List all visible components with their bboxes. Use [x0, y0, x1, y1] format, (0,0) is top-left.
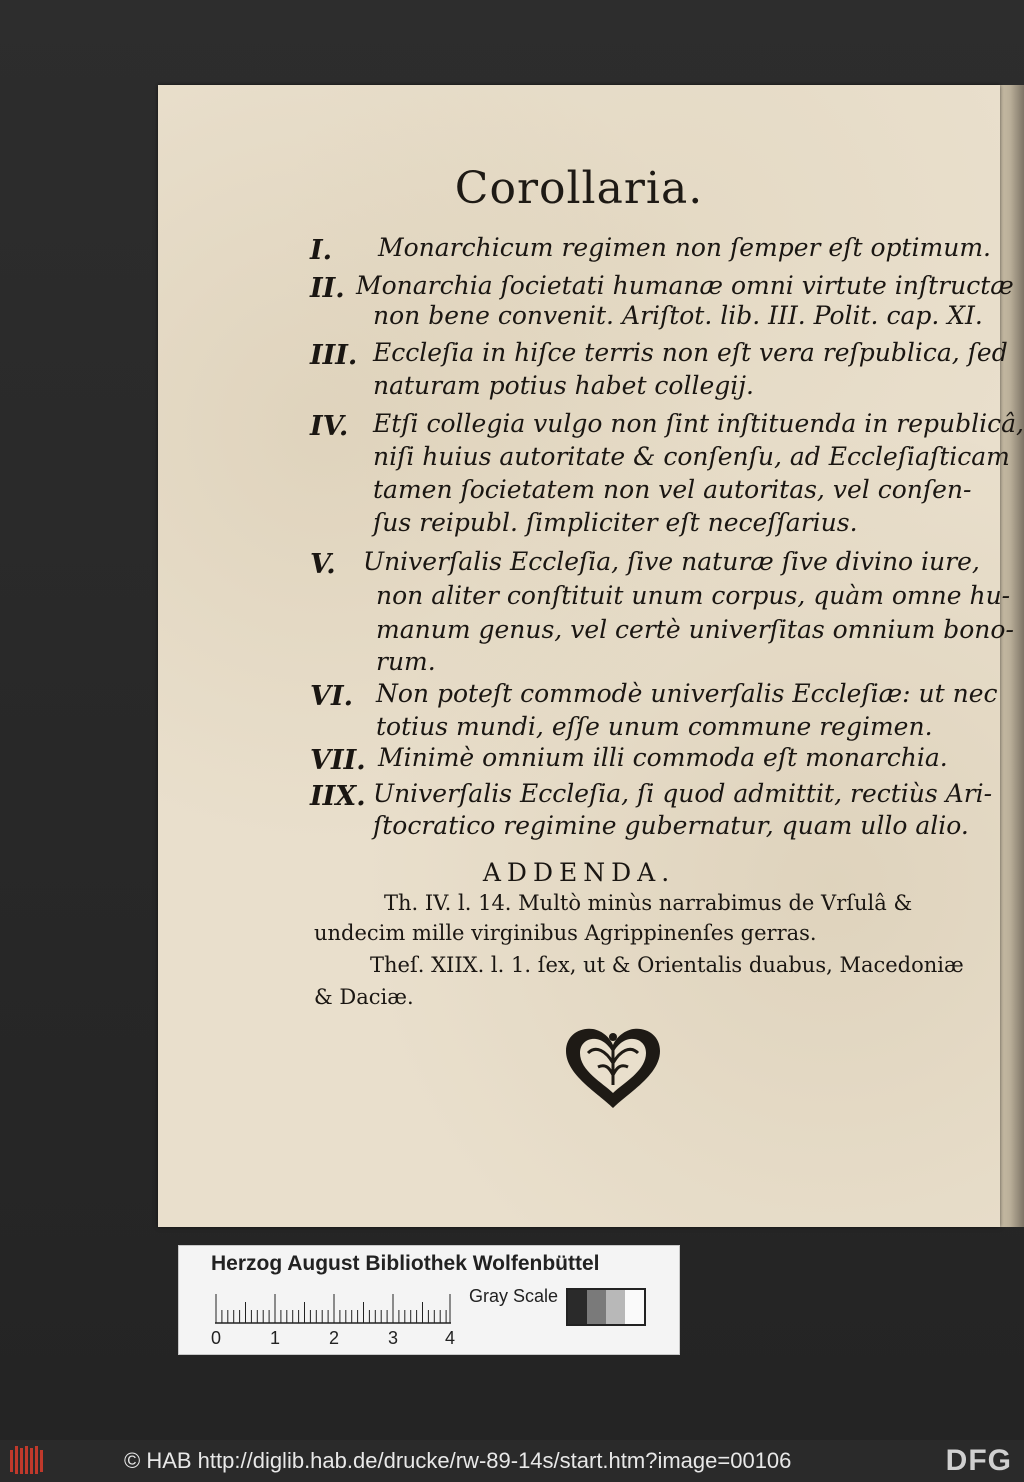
item-line: manum genus, vel certè univerſitas omnium bono-: [376, 615, 1014, 644]
item-number: I.: [310, 235, 333, 266]
scale-ruler: [215, 1294, 451, 1324]
dfg-logo: DFG: [945, 1444, 1012, 1477]
copyright-url: © HAB http://diglib.hab.de/drucke/rw-89-14s/start.htm?image=00106: [124, 1448, 792, 1473]
footer-bar: [0, 1440, 1024, 1482]
item-number: II.: [310, 273, 345, 304]
item-line: ſtocratico regimine gubernatur, quam ullo alio.: [373, 811, 969, 840]
hab-logo-icon: [8, 1444, 48, 1476]
item-line: totius mundi, eſſe unum commune regimen.: [376, 712, 933, 741]
item-line: non aliter conſtituit unum corpus, quàm omne hu-: [376, 581, 1011, 610]
page-heading: Corollaria.: [454, 163, 704, 214]
item-number: V.: [310, 549, 336, 580]
item-line: Etſi collegia vulgo non ſint inſtituenda in republicâ,: [373, 409, 1024, 438]
item-line: Minimè omnium illi commoda eſt monarchia.: [378, 743, 948, 772]
ruler-number: 0: [211, 1328, 222, 1348]
item-line: non bene convenit. Ariſtot. lib. III. Polit. cap. XI.: [373, 301, 983, 330]
library-label-card: [178, 1245, 680, 1355]
ruler-number: 3: [388, 1328, 399, 1348]
item-number: IIX.: [310, 781, 366, 812]
ruler-number: 1: [270, 1328, 281, 1348]
addenda-heading: ADDENDA.: [482, 858, 676, 887]
item-line: Univerſalis Eccleſia, ſi quod admittit, rectiùs Ari-: [373, 779, 993, 808]
item-line: Non poteſt commodè univerſalis Eccleſiæ: ut nec: [376, 679, 998, 708]
item-line: Eccleſia in hiſce terris non eſt vera reſpublica, ſed: [373, 338, 1008, 367]
ruler-number: 2: [329, 1328, 340, 1348]
gray-scale-label: Gray Scale: [469, 1286, 559, 1306]
addenda-line: & Daciæ.: [314, 985, 414, 1009]
item-number: VI.: [310, 681, 353, 712]
addenda-line: undecim mille virginibus Agrippinenſes gerras.: [314, 921, 817, 945]
library-name: Herzog August Bibliothek Wolfenbüttel: [211, 1252, 600, 1275]
heart-ornament-icon: [558, 1023, 668, 1113]
item-line: ſus reipubl. ſimpliciter eſt neceſſarius.: [373, 508, 858, 537]
item-line: niſi huius autoritate & conſenſu, ad Eccleſiaſticam: [373, 442, 1010, 471]
item-line: rum.: [376, 647, 436, 676]
item-line: Monarchia ſocietati humanæ omni virtute inſtructæ: [356, 271, 1014, 300]
item-number: III.: [310, 340, 358, 371]
item-number: IV.: [310, 411, 349, 442]
gray-scale-swatches: [566, 1288, 646, 1326]
addenda-line: Theſ. XIIX. l. 1. ſex, ut & Orientalis duabus, Macedoniæ: [370, 953, 964, 977]
addenda-line: Th. IV. l. 14. Multò minùs narrabimus de Vrſulâ &: [384, 891, 913, 915]
item-line: Monarchicum regimen non ſemper eſt optimum.: [378, 233, 992, 262]
item-line: naturam potius habet collegij.: [373, 371, 754, 400]
document-page: [158, 85, 1024, 1227]
item-number: VII.: [310, 745, 366, 776]
ruler-number: 4: [445, 1328, 456, 1348]
item-line: tamen ſocietatem non vel autoritas, vel conſen-: [373, 475, 972, 504]
item-line: Univerſalis Eccleſia, ſive naturæ ſive divino iure,: [363, 547, 980, 576]
